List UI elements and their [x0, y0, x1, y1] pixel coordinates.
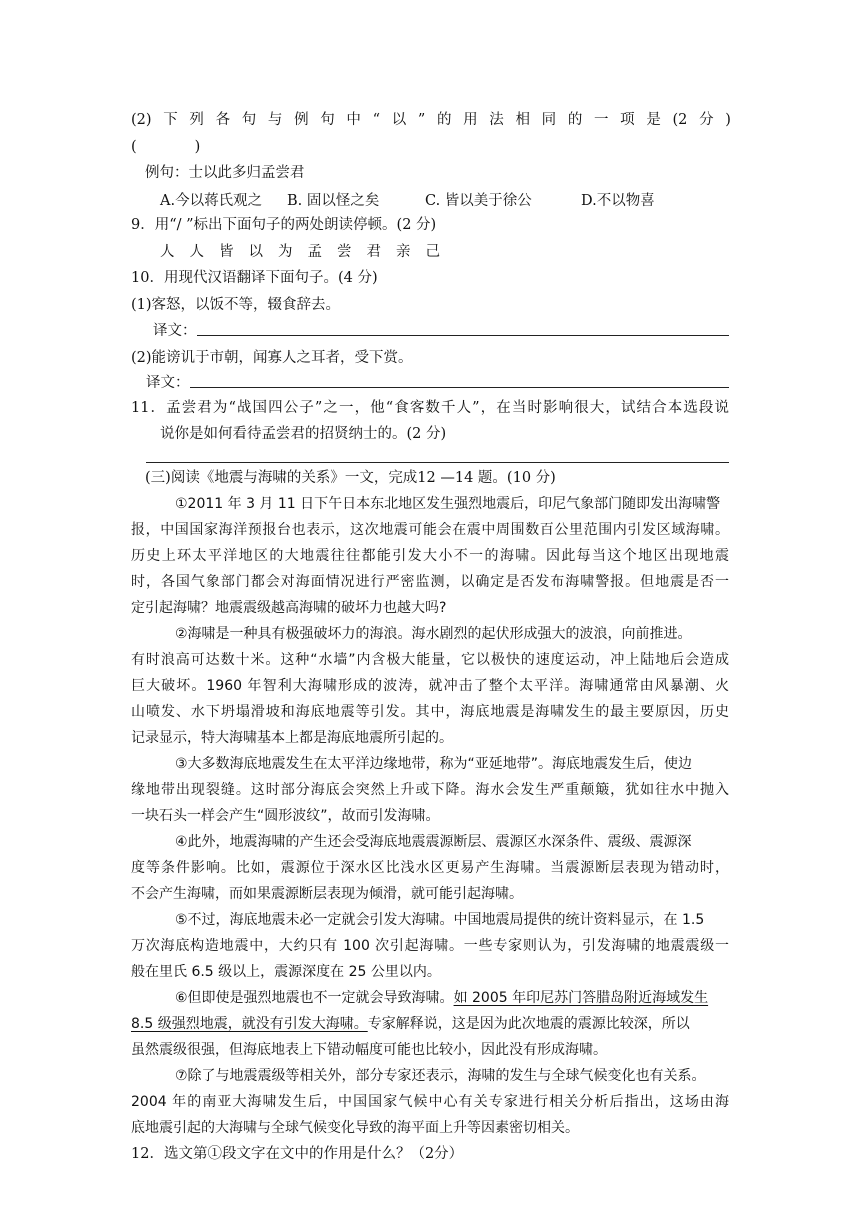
question-8-2-char: 的	[567, 112, 583, 128]
question-8-2-char: (2	[672, 112, 688, 128]
passage-p2-line-4: 山喷发、水下坍塌滑坡和海底地震等引发。其中，海底地震是海啸发生的最主要原因，历史	[131, 704, 729, 720]
question-8-2-char: 相	[515, 112, 530, 128]
passage-p4-line-2: 度等条件影响。比如，震源位于深水区比浅水区更易产生海啸。当震源断层表现为错动时，	[131, 860, 729, 876]
passage-p6-underlined-a: 如 2005 年印尼苏门答腊岛附近海域发生	[453, 990, 709, 1006]
question-9-stem: 9．用“/ ”标出下面句子的两处朗读停顿。(2 分)	[131, 217, 437, 233]
question-8-2-char: 下	[163, 112, 178, 128]
passage-p1-line-3: 历史上环太平洋地区的大地震往往都能引发大小不一的海啸。因此每当这个地区出现地震	[131, 548, 729, 564]
passage-p3-line-1: ③大多数海底地震发生在太平洋边缘地带，称为“亚延地带”。海底地震发生后，使边	[175, 756, 693, 772]
passage-p3-line-2: 缘地带出现裂缝。这时部分海底会突然上升或下降。海水会发生严重颠簸，犹如往水中抛入	[131, 782, 729, 798]
question-8-2-char: 中	[346, 112, 361, 128]
passage-p7-line-2: 2004 年的南亚大海啸发生后，中国国家气候中心有关专家进行相关分析后指出，这场由海	[131, 1094, 729, 1110]
passage-p2-line-2: 有时浪高可达数十米。这种“水墙”内含极大能量，它以极快的速度运动，冲上陆地后会造成	[131, 652, 729, 668]
translation-label-1: 译文：	[153, 323, 197, 339]
question-8-2-char: ”	[417, 112, 426, 128]
question-8-2-char: 例	[294, 112, 309, 128]
question-8-2-stem	[131, 110, 731, 130]
question-8-2-char: 是	[646, 112, 661, 128]
translation-label-2: 译文：	[146, 375, 190, 391]
passage-p2-line-1: ②海啸是一种具有极强破坏力的海浪。海水剧烈的起伏形成强大的波浪，向前推进。	[175, 626, 692, 642]
passage-p4-line-3: 不会产生海啸，而如果震源断层表现为倾滑，就可能引起海啸。	[131, 886, 523, 902]
passage-p1-line-4: 时，各国气象部门都会对海面情况进行严密监测，以确定是否发布海啸警报。但地震是否一	[131, 574, 729, 590]
passage-p6-line-3: 虽然震级很强，但海底地表上下错动幅度可能也比较小，因此没有形成海啸。	[131, 1042, 607, 1058]
passage-p6-underlined-b: 8.5 级强烈地震，就没有引发大海啸。	[131, 1016, 368, 1032]
question-8-2-char: 列	[189, 112, 204, 128]
question-11-line-2: 说你是如何看待孟尝君的招贤纳士的。(2 分)	[160, 426, 447, 442]
passage-p2-line-3: 巨大破坏。1960 年智利大海啸形成的波涛，就冲击了整个太平洋。海啸通常由风暴潮、火	[131, 678, 729, 694]
question-8-2-char: 项	[620, 112, 635, 128]
passage-p5-line-2: 万次海底构造地震中，大约只有 100 次引起海啸。一些专家则认为，引发海啸的地震震级一	[131, 938, 729, 954]
passage-p4-line-1: ④此外，地震海啸的产生还会受海底地震震源断层、震源区水深条件、震级、震源深	[175, 834, 692, 850]
question-8-2-char: (2)	[131, 112, 152, 128]
question-8-2-char: 句	[320, 112, 335, 128]
passage-p3-line-3: 一块石头一样会产生“圆形波纹”，故而引发海啸。	[131, 808, 440, 824]
answer-line-2	[190, 387, 729, 388]
passage-p6-line-1	[175, 988, 708, 1008]
question-8-2-char: 法	[489, 112, 504, 128]
question-8-2-answer-paren: ( )	[131, 139, 201, 155]
option-d: D.不以物喜	[581, 193, 655, 209]
section-3-title: (三)阅读《地震与海啸的关系》一文，完成12 —14 题。(10 分)	[145, 470, 556, 486]
question-8-2-char: 用	[463, 112, 478, 128]
option-c: C. 皆以美于徐公	[425, 193, 532, 209]
question-8-2-example: 例句：士以此多归孟尝君	[145, 165, 305, 181]
passage-p1-line-5: 定引起海啸？地震震级越高海啸的破坏力也越大吗?	[131, 600, 447, 616]
passage-p1-line-2: 报，中国国家海洋预报台也表示，这次地震可能会在震中周围数百公里范围内引发区域海啸。	[131, 522, 729, 538]
question-10-stem: 10．用现代汉语翻译下面句子。(4 分)	[131, 270, 378, 286]
passage-p6-text-b: 专家解释说，这是因为此次地震的震源比较深，所以	[367, 1016, 690, 1032]
passage-p6-text-a: ⑥但即使是强烈地震也不一定就会导致海啸。	[175, 990, 454, 1006]
question-10-sentence-2: (2)能谤讥于市朝，闻寡人之耳者，受下赏。	[131, 350, 413, 366]
answer-line-3	[146, 462, 729, 463]
option-b: B. 固以怪之矣	[287, 193, 380, 209]
question-11-line-1: 11．孟尝君为“战国四公子”之一，他“食客数千人”，在当时影响很大，试结合本选段说	[131, 400, 729, 416]
option-a: A.今以蒋氏观之	[160, 193, 263, 209]
answer-line-1	[197, 335, 729, 336]
passage-p7-line-1: ⑦除了与地震震级等相关外，部分专家还表示，海啸的发生与全球气候变化也有关系。	[175, 1068, 706, 1084]
question-8-2-char: )	[725, 112, 731, 128]
question-8-2-char: “	[372, 112, 381, 128]
question-8-2-char: 句	[241, 112, 257, 128]
question-8-2-char: 同	[541, 112, 557, 128]
question-8-2-char: 的	[436, 112, 452, 128]
passage-p7-line-3: 底地震引起的大海啸与全球气候变化导致的海平面上升等因素密切相关。	[131, 1120, 579, 1136]
passage-p1-line-1: ①2011 年 3 月 11 日下午日本东北地区发生强烈地震后，印尼气象部门随即发出海啸警	[175, 496, 721, 512]
passage-p2-line-5: 记录显示，特大海啸基本上都是海底地震所引起的。	[131, 730, 453, 746]
question-9-sentence: 人人皆以为孟尝君亲己	[160, 244, 455, 260]
passage-p5-line-1: ⑤不过，海底地震未必一定就会引发大海啸。中国地震局提供的统计资料显示，在 1.5	[175, 912, 705, 928]
question-8-2-char: 一	[593, 112, 609, 128]
question-8-2-char: 各	[215, 112, 231, 128]
passage-p5-line-3: 般在里氏 6.5 级以上，震源深度在 25 公里以内。	[131, 964, 441, 980]
passage-p6-line-2	[131, 1014, 690, 1034]
question-10-sentence-1: (1)客怒，以饭不等，辍食辞去。	[131, 297, 341, 313]
question-8-2-char: 分	[699, 112, 714, 128]
question-8-2-char: 以	[391, 112, 407, 128]
question-8-2-char: 与	[267, 112, 283, 128]
question-12-stem: 12．选文第①段文字在文中的作用是什么？（2分）	[131, 1146, 464, 1162]
